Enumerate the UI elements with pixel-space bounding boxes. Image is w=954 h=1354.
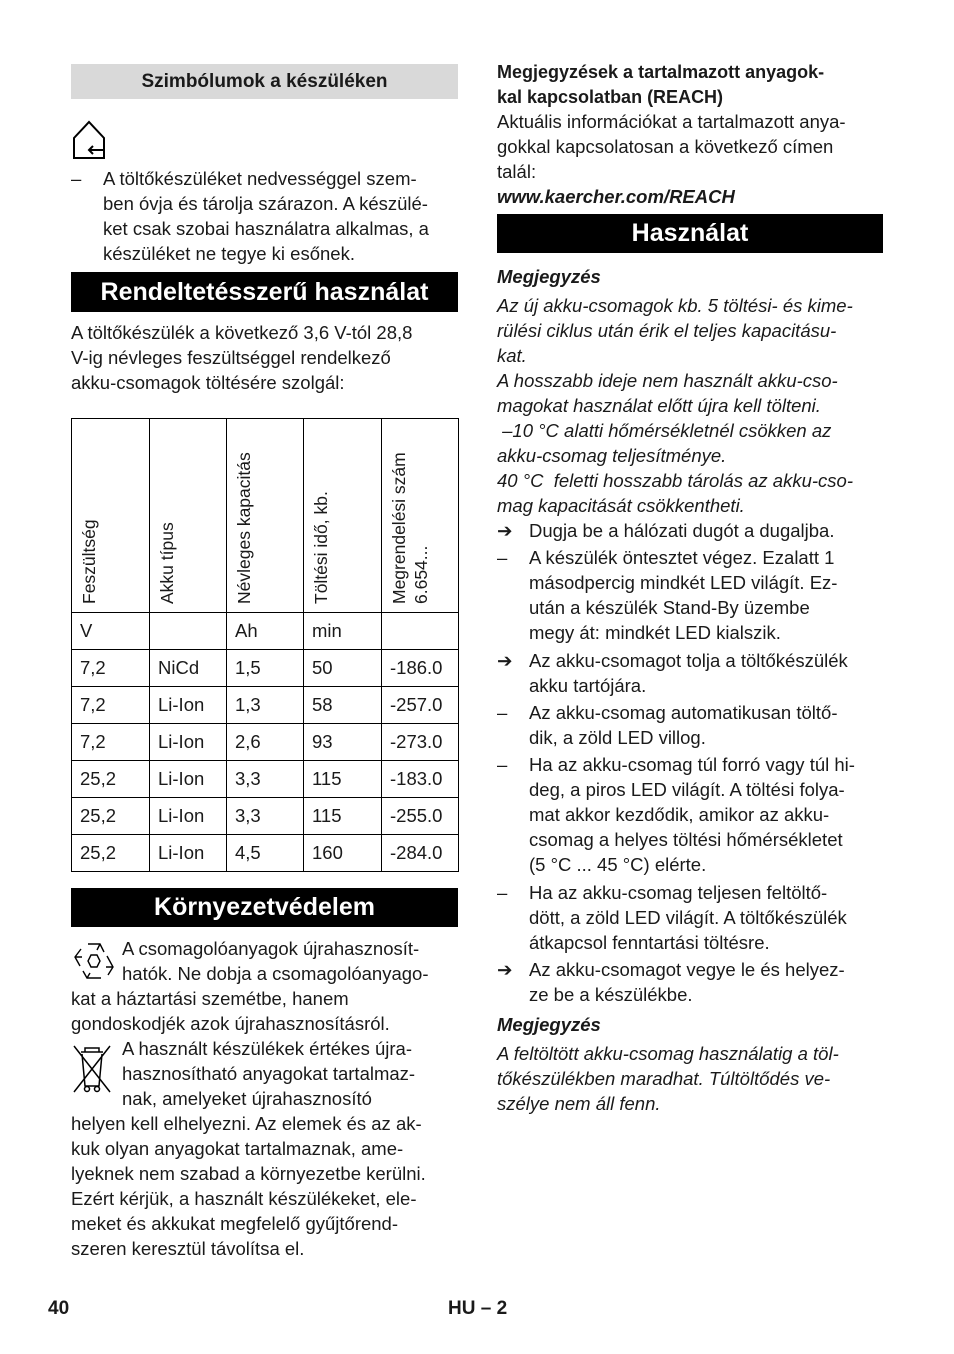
dash-marker: – bbox=[497, 882, 508, 903]
table-cell: 115 bbox=[304, 798, 382, 835]
text-line: deg, a piros LED világít. A töltési folya- bbox=[529, 779, 845, 800]
text-line: rülési ciklus után érik el teljes kapacitásu- bbox=[497, 320, 837, 341]
text-line: (5 °C ... 45 °C) elérte. bbox=[529, 854, 707, 875]
text-line: kuk olyan anyagokat tartalmaznak, ame- bbox=[71, 1138, 404, 1159]
table-cell: 1,5 bbox=[227, 650, 304, 687]
recycling-icon bbox=[71, 940, 117, 982]
text-line: mag kapacitását csökkentheti. bbox=[497, 495, 745, 516]
table-cell: 3,3 bbox=[227, 761, 304, 798]
dash-marker: – bbox=[497, 754, 508, 775]
dash-marker: – bbox=[71, 168, 82, 189]
text-line: tőkészülékben maradhat. Túltöltődés ve- bbox=[497, 1068, 831, 1089]
text-line: gondoskodjék azok újrahasznosításról. bbox=[71, 1013, 390, 1034]
table-header-row bbox=[72, 419, 459, 613]
text-line: kal kapcsolatban (REACH) bbox=[497, 87, 724, 107]
table-cell: Ah bbox=[227, 613, 304, 650]
table-unit-row bbox=[72, 613, 459, 650]
table-cell: 115 bbox=[304, 761, 382, 798]
text-line: kat a háztartási szemétbe, hanem bbox=[71, 988, 349, 1009]
table-cell: 25,2 bbox=[72, 761, 150, 798]
reach-url-link[interactable]: www.kaercher.com/REACH bbox=[497, 186, 735, 207]
usage-heading: Használat bbox=[497, 214, 883, 253]
table-cell: Li-Ion bbox=[150, 724, 227, 761]
text-line: A töltőkészüléket nedvességgel szem- bbox=[103, 168, 417, 189]
intended-use-text bbox=[71, 320, 461, 395]
text-line: után a készülék Stand-By üzembe bbox=[529, 597, 810, 618]
text-line: meket és akkukat megfelelő gyűjtőrend- bbox=[71, 1213, 399, 1234]
table-cell: min bbox=[304, 613, 382, 650]
table-cell: 3,3 bbox=[227, 798, 304, 835]
table-cell: 93 bbox=[304, 724, 382, 761]
text-line: Ezért kérjük, a használt készülékeket, ele- bbox=[71, 1188, 417, 1209]
table-row bbox=[72, 761, 459, 798]
section-label: HU – 2 bbox=[448, 1298, 508, 1319]
table-row bbox=[72, 798, 459, 835]
text-line: A hosszabb ideje nem használt akku-cso- bbox=[497, 370, 838, 391]
table-header-cell: Akku típus bbox=[150, 419, 227, 613]
table-cell: -273.0 bbox=[382, 724, 459, 761]
text-line: Az akku-csomagot vegye le és helyez- bbox=[529, 959, 845, 980]
table-cell: -255.0 bbox=[382, 798, 459, 835]
table-cell: -284.0 bbox=[382, 835, 459, 872]
text-line: akku-csomagok töltésére szolgál: bbox=[71, 372, 345, 393]
text-line: Az akku-csomag automatikusan töltő- bbox=[529, 702, 838, 723]
table-cell: -183.0 bbox=[382, 761, 459, 798]
crossed-bin-icon bbox=[71, 1042, 113, 1094]
text-line: szeren keresztül távolítsa el. bbox=[71, 1238, 305, 1259]
text-line: mat akkor kezdődik, amikor az akku- bbox=[529, 804, 830, 825]
reach-text bbox=[497, 109, 892, 184]
text-line: talál: bbox=[497, 161, 537, 182]
weee-text-indented bbox=[122, 1036, 462, 1111]
table-row bbox=[72, 835, 459, 872]
environment-heading: Környezetvédelem bbox=[71, 888, 458, 927]
table-cell: V bbox=[72, 613, 150, 650]
intended-use-heading: Rendeltetésszerű használat bbox=[71, 272, 458, 312]
reach-heading bbox=[497, 60, 892, 110]
table-cell: Li-Ion bbox=[150, 798, 227, 835]
text-line: Ha az akku-csomag túl forró vagy túl hi- bbox=[529, 754, 855, 775]
text-line: Megjegyzések a tartalmazott anyagok- bbox=[497, 62, 825, 82]
text-line: A csomagolóanyagok újrahasznosít- bbox=[122, 938, 420, 959]
text-line: –10 °C alatti hőmérsékletnél csökken az bbox=[497, 420, 832, 441]
text-line: helyen kell elhelyezni. Az elemek és az ak- bbox=[71, 1113, 422, 1134]
text-line: V-ig névleges feszültséggel rendelkező bbox=[71, 347, 391, 368]
table-cell: -186.0 bbox=[382, 650, 459, 687]
table-header-cell: Névleges kapacitás bbox=[227, 419, 304, 613]
text-line: magokat használat előtt újra kell tölteni. bbox=[497, 395, 821, 416]
text-line: kat. bbox=[497, 345, 527, 366]
text-line: A használt készülékek értékes újra- bbox=[122, 1038, 412, 1059]
text-line: Az új akku-csomagok kb. 5 töltési- és kime- bbox=[497, 295, 853, 316]
table-cell: 160 bbox=[304, 835, 382, 872]
text-line: 40 °C feletti hosszabb tárolás az akku-cso- bbox=[497, 470, 853, 491]
text-line: hasznosítható anyagokat tartalmaz- bbox=[122, 1063, 416, 1084]
table-cell: Li-Ion bbox=[150, 687, 227, 724]
table-row bbox=[72, 724, 459, 761]
text-line: ze be a készülékbe. bbox=[529, 984, 693, 1005]
table-header-cell: Feszültség bbox=[72, 419, 150, 613]
note-text bbox=[497, 293, 892, 518]
table-cell: NiCd bbox=[150, 650, 227, 687]
table-cell: 25,2 bbox=[72, 798, 150, 835]
table-cell: -257.0 bbox=[382, 687, 459, 724]
table-header-cell: Megrendelési szám 6.654... bbox=[382, 419, 459, 613]
text-line: A készülék öntesztet végez. Ezalatt 1 bbox=[529, 547, 835, 568]
text-line: megy át: mindkét LED kialszik. bbox=[529, 622, 781, 643]
table-cell: 1,3 bbox=[227, 687, 304, 724]
text-line: Dugja be a hálózati dugót a dugaljba. bbox=[529, 520, 835, 541]
table-cell: 25,2 bbox=[72, 835, 150, 872]
table-cell: Li-Ion bbox=[150, 761, 227, 798]
table-cell: 58 bbox=[304, 687, 382, 724]
weee-text bbox=[71, 1111, 463, 1261]
table-cell: Li-Ion bbox=[150, 835, 227, 872]
text-line: gokkal kapcsolatosan a következő címen bbox=[497, 136, 834, 157]
table-cell: 50 bbox=[304, 650, 382, 687]
table-cell: 7,2 bbox=[72, 687, 150, 724]
table-cell: 4,5 bbox=[227, 835, 304, 872]
arrow-bullet-icon: ➔ bbox=[497, 650, 513, 671]
indoor-use-house-icon bbox=[71, 118, 111, 160]
text-line: nak, amelyeket újrahasznosító bbox=[122, 1088, 372, 1109]
table-cell: 2,6 bbox=[227, 724, 304, 761]
text-line: csomag a helyes töltési hőmérsékletet bbox=[529, 829, 843, 850]
dash-marker: – bbox=[497, 547, 508, 568]
note-label: Megjegyzés bbox=[497, 1014, 601, 1035]
table-row bbox=[72, 687, 459, 724]
table-cell: 7,2 bbox=[72, 724, 150, 761]
battery-spec-table bbox=[71, 418, 459, 872]
dash-marker: – bbox=[497, 702, 508, 723]
text-line: A feltöltött akku-csomag használatig a töl- bbox=[497, 1043, 839, 1064]
text-line: másodpercig mindkét LED világít. Ez- bbox=[529, 572, 838, 593]
note-label: Megjegyzés bbox=[497, 266, 601, 287]
text-line: ben óvja és tárolja szárazon. A készülé- bbox=[103, 193, 428, 214]
text-line: ket csak szobai használatra alkalmas, a bbox=[103, 218, 429, 239]
text-line: hatók. Ne dobja a csomagolóanyago- bbox=[122, 963, 429, 984]
text-line: készüléket ne tegye ki esőnek. bbox=[103, 243, 355, 264]
text-line: szélye nem áll fenn. bbox=[497, 1093, 661, 1114]
note-text bbox=[497, 1041, 892, 1116]
table-cell bbox=[382, 613, 459, 650]
text-line: akku tartójára. bbox=[529, 675, 647, 696]
arrow-bullet-icon: ➔ bbox=[497, 520, 513, 541]
text-line: Az akku-csomagot tolja a töltőkészülék bbox=[529, 650, 848, 671]
text-line: lyeknek nem szabad a környezetbe kerülni. bbox=[71, 1163, 426, 1184]
table-row bbox=[72, 650, 459, 687]
table-header-cell: Töltési idő, kb. bbox=[304, 419, 382, 613]
text-line: Aktuális információkat a tartalmazott anya- bbox=[497, 111, 846, 132]
table-cell bbox=[150, 613, 227, 650]
text-line: akku-csomag teljesítménye. bbox=[497, 445, 727, 466]
text-line: dik, a zöld LED villog. bbox=[529, 727, 706, 748]
text-line: A töltőkészülék a következő 3,6 V-tól 28,8 bbox=[71, 322, 413, 343]
table-cell: 7,2 bbox=[72, 650, 150, 687]
text-line: Ha az akku-csomag teljesen feltöltő- bbox=[529, 882, 828, 903]
text-line: átkapcsol fenntartási töltésre. bbox=[529, 932, 770, 953]
recycle-text bbox=[71, 986, 461, 1036]
arrow-bullet-icon: ➔ bbox=[497, 959, 513, 980]
recycle-text-indented bbox=[122, 936, 462, 986]
text-line: dött, a zöld LED világít. A töltőkészülék bbox=[529, 907, 847, 928]
page-number: 40 bbox=[48, 1298, 70, 1319]
symbols-heading: Szimbólumok a készüléken bbox=[71, 64, 458, 99]
